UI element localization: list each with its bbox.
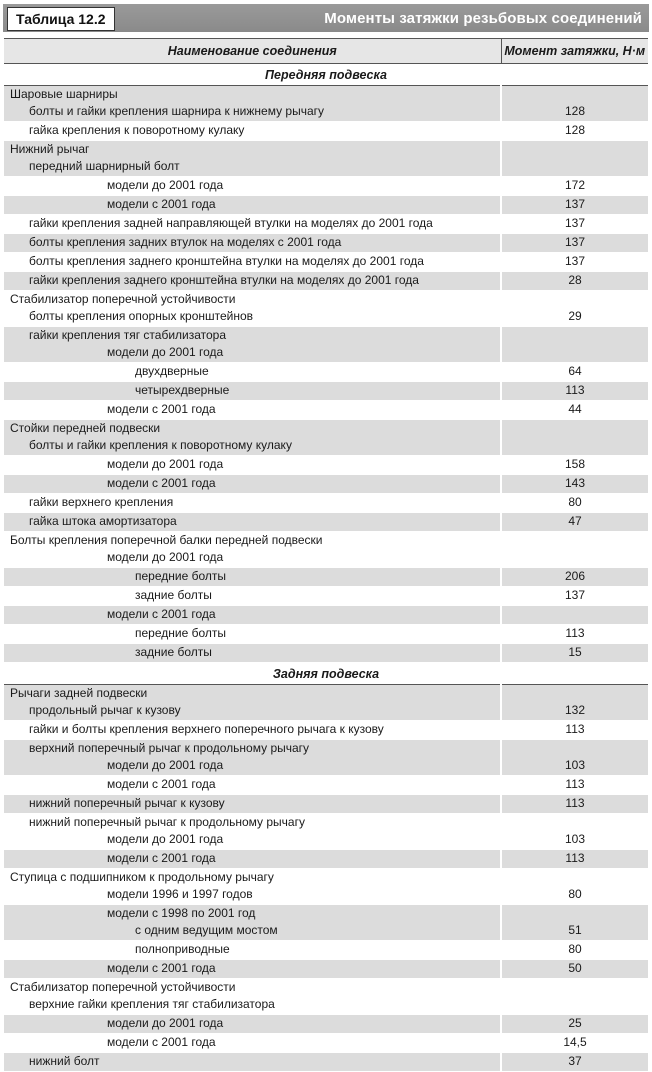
- connection-name-cell: [4, 587, 501, 606]
- connection-name-line: модели с 1998 по 2001 год: [107, 906, 256, 920]
- torque-value-cell: 64: [501, 363, 648, 382]
- torque-value-cell: 137: [501, 587, 648, 606]
- connection-name-line: болты крепления опорных кронштейнов: [29, 309, 254, 323]
- torque-value-cell: 103: [501, 814, 648, 850]
- connection-name-cell: [4, 141, 501, 177]
- torque-value-cell: 113: [501, 625, 648, 644]
- connection-name-line: болты и гайки крепления шарнира к нижнему рычагу: [29, 104, 325, 118]
- connection-name-line: модели с 2001 года: [107, 476, 216, 490]
- connection-name-cell: [4, 291, 501, 327]
- connection-name-cell: [4, 363, 501, 382]
- torque-value-cell: 137: [501, 253, 648, 272]
- torque-value-cell: [501, 420, 648, 456]
- connection-name-cell: [4, 568, 501, 587]
- connection-name-line: болты и гайки крепления к поворотному кулаку: [29, 438, 292, 452]
- torque-value-cell: 128: [501, 86, 648, 122]
- table-row: [4, 456, 648, 475]
- connection-name-line: нижний болт: [29, 1054, 100, 1068]
- connection-name-cell: [4, 850, 501, 869]
- connection-name-line: модели с 2001 года: [107, 851, 216, 865]
- connection-name-cell: [4, 513, 501, 532]
- table-row: [4, 587, 648, 606]
- torque-value-cell: [501, 532, 648, 568]
- table-row: [4, 196, 648, 215]
- connection-name-cell: [4, 625, 501, 644]
- table-row: [4, 568, 648, 587]
- table-row: [4, 420, 648, 456]
- connection-name-line: двухдверные: [135, 364, 209, 378]
- torque-value-cell: 113: [501, 850, 648, 869]
- connection-name-line: болты крепления задних втулок на моделях с 2001 года: [29, 235, 342, 249]
- connection-name-cell: [4, 814, 501, 850]
- table-row: [4, 960, 648, 979]
- connection-name-cell: [4, 776, 501, 795]
- torque-value-cell: [501, 141, 648, 177]
- connection-name-line: с одним ведущим мостом: [135, 923, 278, 937]
- connection-name-cell: [4, 196, 501, 215]
- connection-name-cell: [4, 685, 501, 721]
- torque-table-body: [4, 39, 648, 1072]
- table-row: [4, 740, 648, 776]
- connection-name-cell: [4, 1015, 501, 1034]
- connection-name-cell: [4, 795, 501, 814]
- torque-value-cell: 80: [501, 869, 648, 905]
- table-row: [4, 363, 648, 382]
- connection-name-line: нижний поперечный рычаг к кузову: [29, 796, 225, 810]
- connection-name-line: модели с 2001 года: [107, 607, 216, 621]
- table-row: [4, 382, 648, 401]
- connection-name-cell: [4, 1034, 501, 1053]
- torque-value-cell: 113: [501, 795, 648, 814]
- table-row: [4, 625, 648, 644]
- connection-name-line: модели до 2001 года: [107, 832, 224, 846]
- table-row: [4, 941, 648, 960]
- connection-name-line: верхние гайки крепления тяг стабилизатора: [29, 997, 275, 1011]
- connection-name-line: гайки крепления тяг стабилизатора: [29, 328, 227, 342]
- table-row: [4, 979, 648, 1015]
- table-title: Моменты затяжки резьбовых соединений: [324, 10, 642, 27]
- torque-value-cell: 50: [501, 960, 648, 979]
- connection-name-line: модели до 2001 года: [107, 345, 224, 359]
- connection-name-cell: [4, 456, 501, 475]
- table-row: [4, 513, 648, 532]
- table-row: [4, 606, 648, 625]
- table-row: [4, 1053, 648, 1072]
- connection-name-cell: [4, 1053, 501, 1072]
- connection-name-line: гайки крепления задней направляющей втулки на моделях до 2001 года: [29, 216, 433, 230]
- connection-name-line: модели до 2001 года: [107, 758, 224, 772]
- connection-name-line: верхний поперечный рычаг к продольному рычагу: [29, 741, 310, 755]
- table-row: [4, 86, 648, 122]
- table-row: [4, 291, 648, 327]
- torque-value-cell: 47: [501, 513, 648, 532]
- connection-name-line: модели с 2001 года: [107, 402, 216, 416]
- table-row: [4, 327, 648, 363]
- connection-name-cell: [4, 86, 501, 122]
- connection-name-cell: [4, 327, 501, 363]
- connection-name-line: Болты крепления поперечной балки передней подвески: [10, 533, 323, 547]
- connection-name-cell: [4, 215, 501, 234]
- connection-name-line: передние болты: [135, 569, 227, 583]
- table-row: [4, 475, 648, 494]
- torque-value-cell: 137: [501, 234, 648, 253]
- torque-value-cell: 113: [501, 382, 648, 401]
- connection-name-cell: [4, 979, 501, 1015]
- connection-name-line: гайка штока амортизатора: [29, 514, 177, 528]
- connection-name-line: гайки и болты крепления верхнего поперечного рычага к кузову: [29, 722, 384, 736]
- table-row: [4, 905, 648, 941]
- torque-value-cell: 137: [501, 196, 648, 215]
- section-header-row: [4, 663, 648, 685]
- connection-name-cell: [4, 721, 501, 740]
- connection-name-line: модели с 2001 года: [107, 777, 216, 791]
- table-row: [4, 644, 648, 663]
- torque-value-cell: 103: [501, 740, 648, 776]
- torque-value-cell: 14,5: [501, 1034, 648, 1053]
- connection-name-line: Стабилизатор поперечной устойчивости: [10, 980, 236, 994]
- connection-name-cell: [4, 401, 501, 420]
- connection-name-line: передний шарнирный болт: [29, 159, 180, 173]
- table-row: [4, 401, 648, 420]
- column-header-name: Наименование соединения: [4, 39, 501, 64]
- connection-name-cell: [4, 960, 501, 979]
- table-row: [4, 177, 648, 196]
- section-header-row: [4, 64, 648, 86]
- connection-name-line: Стойки передней подвески: [10, 421, 161, 435]
- connection-name-cell: [4, 606, 501, 625]
- torque-value-cell: 206: [501, 568, 648, 587]
- torque-value-cell: 28: [501, 272, 648, 291]
- torque-value-cell: [501, 327, 648, 363]
- connection-name-line: продольный рычаг к кузову: [29, 703, 181, 717]
- connection-name-cell: [4, 420, 501, 456]
- table-row: [4, 685, 648, 721]
- torque-value-cell: 113: [501, 721, 648, 740]
- torque-value-cell: 29: [501, 291, 648, 327]
- torque-value-cell: 137: [501, 215, 648, 234]
- torque-value-cell: 172: [501, 177, 648, 196]
- connection-name-cell: [4, 869, 501, 905]
- connection-name-line: Ступица с подшипником к продольному рычагу: [10, 870, 274, 884]
- section-title: Передняя подвеска: [4, 64, 648, 86]
- connection-name-line: модели с 2001 года: [107, 961, 216, 975]
- connection-name-line: задние болты: [135, 645, 212, 659]
- connection-name-cell: [4, 740, 501, 776]
- connection-name-cell: [4, 272, 501, 291]
- connection-name-cell: [4, 644, 501, 663]
- connection-name-line: полноприводные: [135, 942, 230, 956]
- connection-name-line: Стабилизатор поперечной устойчивости: [10, 292, 236, 306]
- torque-value-cell: 44: [501, 401, 648, 420]
- torque-value-cell: 25: [501, 1015, 648, 1034]
- torque-value-cell: 128: [501, 122, 648, 141]
- section-title: Задняя подвеска: [4, 663, 648, 685]
- table-row: [4, 494, 648, 513]
- connection-name-line: Нижний рычаг: [10, 142, 90, 156]
- table-row: [4, 122, 648, 141]
- table-header-bar: [0, 0, 652, 36]
- table-row: [4, 850, 648, 869]
- table-row: [4, 721, 648, 740]
- connection-name-line: модели с 2001 года: [107, 1035, 216, 1049]
- connection-name-cell: [4, 532, 501, 568]
- torque-value-cell: 132: [501, 685, 648, 721]
- column-header-torque: Момент затяжки, Н·м: [501, 39, 648, 64]
- connection-name-line: передние болты: [135, 626, 227, 640]
- connection-name-line: болты крепления заднего кронштейна втулки на моделях до 2001 года: [29, 254, 424, 268]
- table-number-label: Таблица 12.2: [7, 7, 115, 31]
- table-row: [4, 234, 648, 253]
- connection-name-line: задние болты: [135, 588, 212, 602]
- table-row: [4, 1015, 648, 1034]
- torque-value-cell: 80: [501, 941, 648, 960]
- torque-value-cell: 51: [501, 905, 648, 941]
- table-row: [4, 795, 648, 814]
- connection-name-line: модели до 2001 года: [107, 178, 224, 192]
- torque-value-cell: 158: [501, 456, 648, 475]
- torque-table: [4, 38, 648, 1072]
- table-row: [4, 814, 648, 850]
- connection-name-line: четырехдверные: [135, 383, 230, 397]
- connection-name-cell: [4, 905, 501, 941]
- table-row: [4, 272, 648, 291]
- torque-value-cell: 15: [501, 644, 648, 663]
- torque-value-cell: 37: [501, 1053, 648, 1072]
- table-row: [4, 253, 648, 272]
- table-row: [4, 215, 648, 234]
- connection-name-cell: [4, 382, 501, 401]
- connection-name-line: Рычаги задней подвески: [10, 686, 148, 700]
- connection-name-line: модели до 2001 года: [107, 457, 224, 471]
- torque-value-cell: [501, 979, 648, 1015]
- torque-value-cell: 80: [501, 494, 648, 513]
- connection-name-cell: [4, 177, 501, 196]
- connection-name-line: Шаровые шарниры: [10, 87, 118, 101]
- connection-name-line: модели с 2001 года: [107, 197, 216, 211]
- connection-name-line: нижний поперечный рычаг к продольному рычагу: [29, 815, 305, 829]
- connection-name-line: гайки крепления заднего кронштейна втулки на моделях до 2001 года: [29, 273, 419, 287]
- torque-value-cell: 143: [501, 475, 648, 494]
- connection-name-line: модели до 2001 года: [107, 1016, 224, 1030]
- connection-name-cell: [4, 122, 501, 141]
- table-row: [4, 532, 648, 568]
- table-row: [4, 1034, 648, 1053]
- connection-name-cell: [4, 941, 501, 960]
- connection-name-line: модели до 2001 года: [107, 550, 224, 564]
- connection-name-cell: [4, 494, 501, 513]
- connection-name-cell: [4, 253, 501, 272]
- torque-value-cell: 113: [501, 776, 648, 795]
- connection-name-line: гайки верхнего крепления: [29, 495, 174, 509]
- connection-name-cell: [4, 234, 501, 253]
- connection-name-line: гайка крепления к поворотному кулаку: [29, 123, 245, 137]
- connection-name-cell: [4, 475, 501, 494]
- table-row: [4, 776, 648, 795]
- connection-name-line: модели 1996 и 1997 годов: [107, 887, 253, 901]
- table-row: [4, 869, 648, 905]
- column-header-row: [4, 39, 648, 64]
- torque-value-cell: [501, 606, 648, 625]
- table-row: [4, 141, 648, 177]
